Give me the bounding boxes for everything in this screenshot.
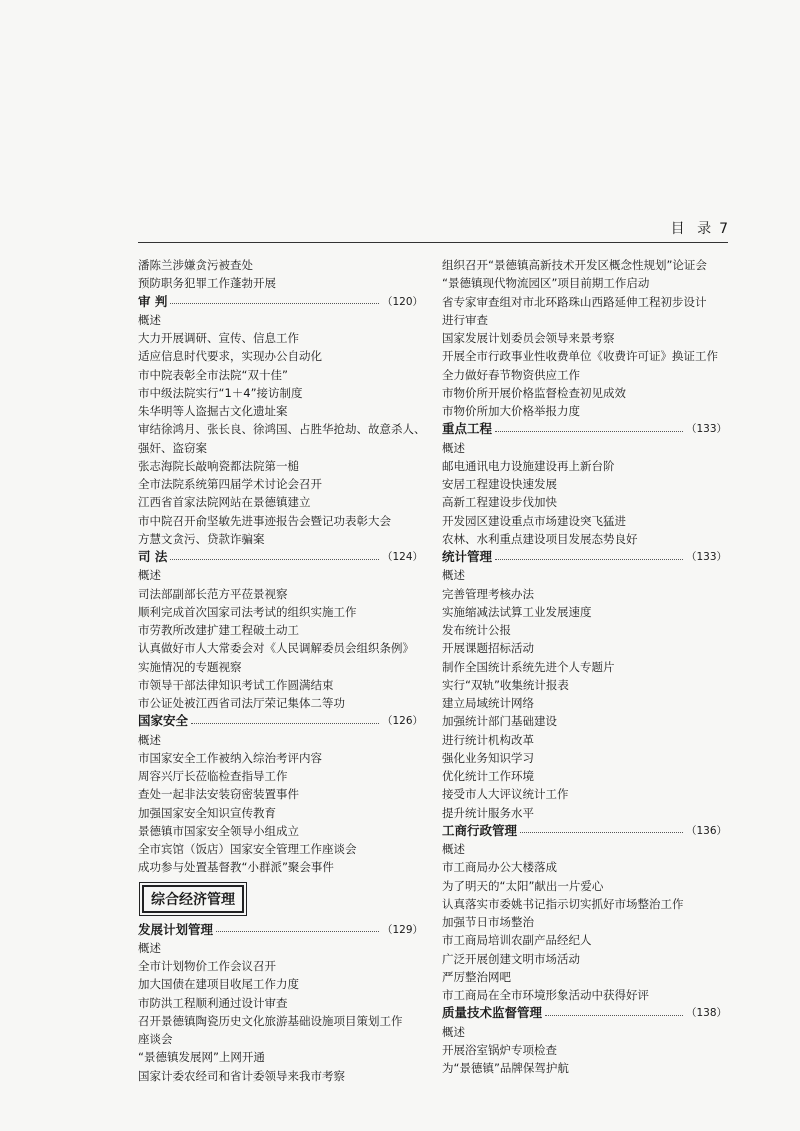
toc-section-heading [138,293,423,311]
toc-entry: 省专家审查组对市北环路珠山西路延伸工程初步设计 [442,294,707,309]
section-title: 统计管理 [442,549,493,564]
toc-entry: 认真落实市委姚书记指示切实抓好市场整治工作 [442,896,684,911]
toc-entry: 市国家安全工作被纳入综治考评内容 [138,750,322,765]
toc-left-column [138,256,426,1085]
toc-entry: 加强国家安全知识宣传教育 [138,805,276,820]
toc-entry: 认真做好市人大常委会对《人民调解委员会组织条例》 [138,641,414,656]
leader-dots [216,923,379,932]
leader-dots [545,1007,683,1016]
toc-entry: 加强统计部门基础建设 [442,714,557,729]
toc-entry: 组织召开“景德镇高新技术开发区概念性规划”论证会 [442,258,707,272]
toc-entry: 概述 [138,940,161,955]
toc-entry: 张志海院长敲响瓷都法院第一槌 [138,458,299,473]
toc-entry: 市中级法院实行“1＋4”接访制度 [138,385,303,400]
toc-entry: 开展课题招标活动 [442,641,534,656]
toc-entry: 实行“双轨”收集统计报表 [442,677,569,692]
toc-entry: 江西省首家法院网站在景德镇建立 [138,495,311,510]
toc-entry: 概述 [138,568,161,583]
toc-entry: 国家发展计划委员会领导来景考察 [442,331,615,345]
toc-entry: 方慧文贪污、贷款诈骗案 [138,531,265,546]
toc-section-heading [138,548,423,566]
toc-entry: 成功参与处置基督教“小群派”聚会事件 [138,860,334,875]
toc-entry: 朱华明等人盗掘古文化遗址案 [138,404,288,418]
toc-entry: 顺利完成首次国家司法考试的组织实施工作 [138,604,357,619]
toc-entry: 大力开展调研、宣传、信息工作 [138,331,299,345]
running-header [138,218,728,240]
toc-entry: 景德镇市国家安全领导小组成立 [138,823,299,838]
toc-entry: 为了明天的“太阳”献出一片爱心 [442,878,604,893]
toc-right-column [442,256,727,1077]
section-page: （133） [685,551,727,563]
toc-entry: 提升统计服务水平 [442,805,534,820]
leader-dots [170,295,379,304]
toc-entry: 市物价所加大价格举报力度 [442,404,580,418]
toc-entry: 接受市人大评议统计工作 [442,787,569,802]
leader-dots [170,551,379,560]
toc-entry: 建立局域统计网络 [442,696,534,710]
toc-entry: 预防职务犯罪工作蓬勃开展 [138,276,276,291]
toc-entry: 发布统计公报 [442,623,511,637]
toc-entry: 完善管理考核办法 [442,586,534,601]
toc-section-heading [442,1004,727,1022]
category-heading-wrap [138,877,423,921]
toc-entry: 概述 [442,842,465,856]
toc-section-heading [442,420,727,438]
toc-entry: 市防洪工程顺利通过设计审查 [138,995,288,1010]
section-title: 重点工程 [442,421,493,437]
toc-entry: 概述 [442,568,465,583]
toc-entry: 加强节日市场整治 [442,915,534,929]
toc-entry: 邮电通讯电力设施建设再上新台阶 [442,458,615,473]
toc-entry: 概述 [442,1024,465,1039]
toc-entry: 为“景德镇”品牌保驾护航 [442,1061,569,1075]
toc-entry: 审结徐鸿月、张长良、徐鸿国、占胜华抢劫、故意杀人、 [138,422,426,437]
section-title: 审 判 [138,293,168,309]
toc-entry: 进行审查 [442,312,488,327]
toc-entry: 市工商局办公大楼落成 [442,860,557,875]
toc-entry: 高新工程建设步伐加快 [442,495,557,510]
toc-entry: 全市法院系统第四届学术讨论会召开 [138,477,322,491]
toc-entry: 进行统计机构改革 [442,732,534,747]
leader-dots [191,715,379,724]
section-page: （133） [685,423,727,436]
toc-section-heading [138,921,423,939]
toc-section-heading [442,548,727,566]
toc-entry: 全力做好春节物资供应工作 [442,367,580,382]
toc-entry: 潘陈兰涉嫌贪污被查处 [138,258,253,272]
toc-entry: 安居工程建设快速发展 [442,477,557,491]
toc-entry: 实施缩减法试算工业发展速度 [442,604,592,619]
category-heading: 综合经济管理 [142,885,244,913]
toc-entry: 加大国债在建项目收尾工作力度 [138,977,299,992]
toc-section-heading [138,712,423,730]
toc-entry: 实施情况的专题视察 [138,659,242,674]
toc-entry: 开展浴室锅炉专项检查 [442,1042,557,1057]
toc-entry: 市中院表彰全市法院“双十佳” [138,367,288,382]
toc-section-heading [442,822,727,840]
toc-entry: 强化业务知识学习 [442,750,534,765]
leader-dots [520,824,683,833]
section-page: （129） [381,923,423,936]
toc-entry: 市劳教所改建扩建工程破土动工 [138,623,299,637]
toc-entry: 市中院召开俞坚敏先进事迹报告会暨记功表彰大会 [138,513,391,528]
header-rule [138,242,728,243]
section-title: 国家安全 [138,713,189,729]
section-title: 工商行政管理 [442,822,518,838]
toc-entry: 农林、水利重点建设项目发展态势良好 [442,531,638,546]
section-title: 司 法 [138,549,168,564]
toc-entry: 概述 [442,440,465,455]
toc-entry: 周容兴厅长莅临检查指导工作 [138,769,288,783]
leader-dots [495,551,683,560]
section-page: （124） [381,551,423,563]
toc-entry: 座谈会 [138,1032,173,1046]
leader-dots [495,423,683,432]
toc-entry: “景德镇发展网”上网开通 [138,1050,265,1065]
toc-entry: 开展全市行政事业性收费单位《收费许可证》换证工作 [442,349,718,364]
toc-entry: “景德镇现代物流园区”项目前期工作启动 [442,276,650,291]
toc-entry: 开发园区建设重点市场建设突飞猛进 [442,513,626,528]
toc-entry: 司法部副部长范方平莅景视察 [138,586,288,601]
section-page: （120） [381,295,423,308]
toc-entry: 市领导干部法律知识考试工作圆满结束 [138,677,334,692]
header-label: 目 录 [670,221,716,237]
toc-entry: 制作全国统计系统先进个人专题片 [442,659,615,674]
section-page: （126） [381,715,423,728]
toc-entry: 查处一起非法安装窃密装置事件 [138,787,299,802]
toc-entry: 概述 [138,732,161,747]
toc-entry: 市工商局培训农副产品经纪人 [442,933,592,948]
toc-entry: 适应信息时代要求，实现办公自动化 [138,349,322,364]
page-number: 7 [719,221,728,237]
toc-entry: 召开景德镇陶瓷历史文化旅游基础设施项目策划工作 [138,1013,403,1028]
toc-entry: 全市计划物价工作会议召开 [138,959,276,973]
section-title: 质量技术监督管理 [442,1005,543,1021]
toc-entry: 国家计委农经司和省计委领导来我市考察 [138,1068,345,1083]
section-page: （136） [685,824,727,837]
toc-entry: 广泛开展创建文明市场活动 [442,951,580,966]
toc-entry: 市公证处被江西省司法厅荣记集体二等功 [138,696,345,710]
toc-entry: 全市宾馆（饭店）国家安全管理工作座谈会 [138,842,357,856]
toc-entry: 优化统计工作环境 [442,769,534,783]
toc-entry: 市物价所开展价格监督检查初见成效 [442,385,626,400]
section-page: （138） [685,1007,727,1020]
section-title: 发展计划管理 [138,921,214,937]
toc-entry: 强奸、盗窃案 [138,440,207,455]
toc-entry: 严厉整治网吧 [442,969,511,984]
toc-entry: 概述 [138,312,161,327]
toc-entry: 市工商局在全市环境形象活动中获得好评 [442,988,649,1002]
